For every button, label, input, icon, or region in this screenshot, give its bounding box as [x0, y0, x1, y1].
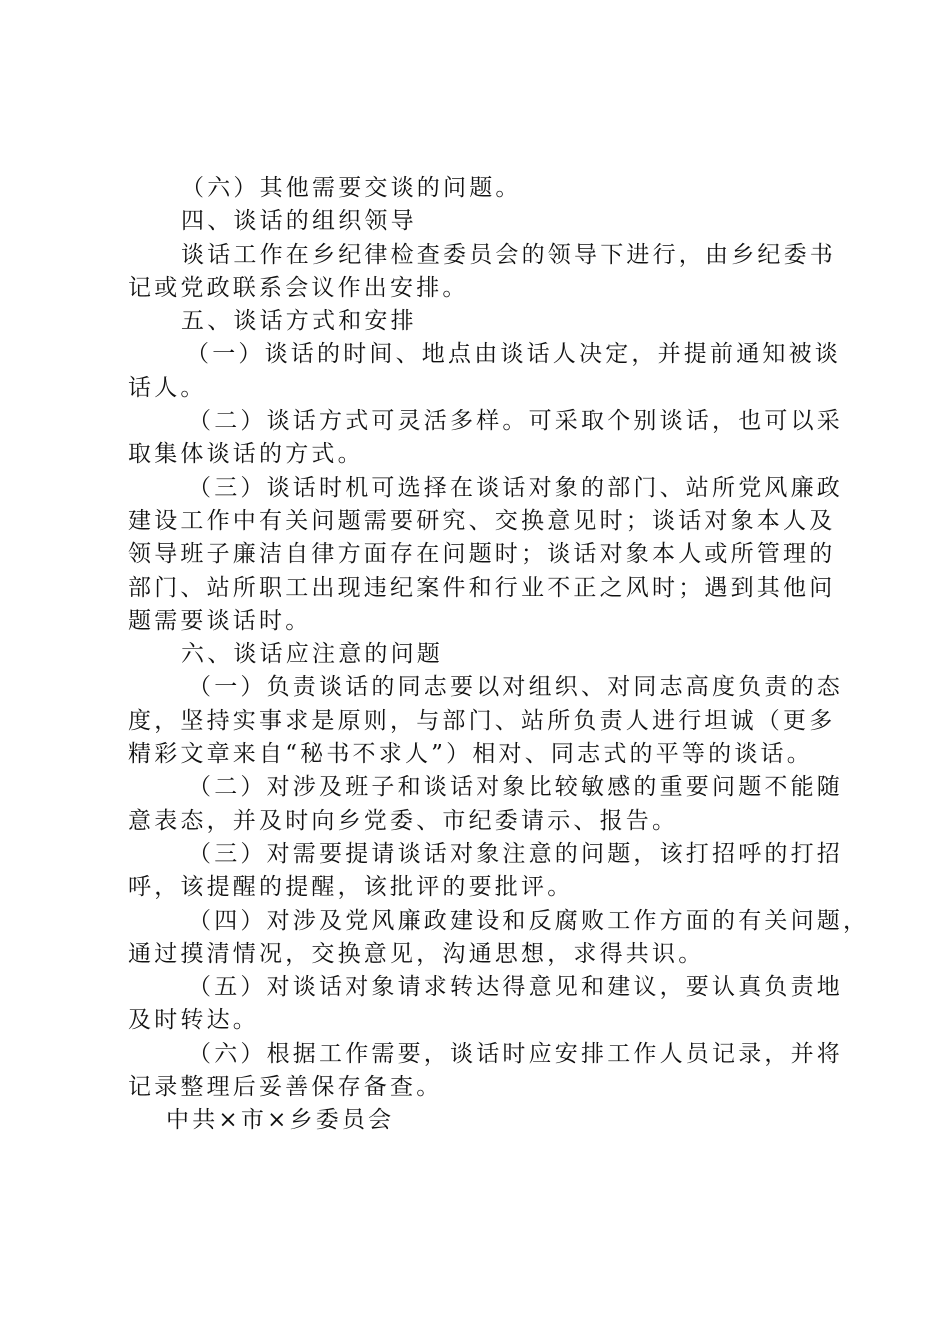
paragraph-line: （五）对谈话对象请求转达得意见和建议，要认真负责地: [188, 974, 843, 1001]
paragraph-line: 精彩文章来自“秘书不求人”）相对、同志式的平等的谈话。: [128, 741, 813, 768]
paragraph-line: （一）负责谈话的同志要以对组织、对同志高度负责的态: [188, 674, 843, 701]
paragraph-line: 取集体谈话的方式。: [128, 441, 364, 468]
paragraph-line: 呼，该提醒的提醒，该批评的要批评。: [128, 874, 574, 901]
paragraph-line: （三）对需要提请谈话对象注意的问题，该打招呼的打招: [188, 840, 843, 867]
paragraph-line: 建设工作中有关问题需要研究、交换意见时；谈话对象本人及: [128, 507, 836, 534]
paragraph-line: 谈话工作在乡纪律检查委员会的领导下进行，由乡纪委书: [181, 241, 836, 268]
paragraph-line: （二）对涉及班子和谈话对象比较敏感的重要问题不能随: [188, 774, 843, 801]
paragraph-line: 记录整理后妥善保存备查。: [128, 1074, 443, 1101]
paragraph-line: （二）谈话方式可灵活多样。可采取个别谈话，也可以采: [188, 408, 843, 435]
paragraph-line: （四）对涉及党风廉政建设和反腐败工作方面的有关问题，: [188, 907, 870, 934]
paragraph-line: 部门、站所职工出现违纪案件和行业不正之风时；遇到其他问: [128, 574, 836, 601]
section-5-heading: 五、谈话方式和安排: [181, 308, 417, 335]
section-4-heading: 四、谈话的组织领导: [181, 208, 417, 235]
paragraph-line: 领导班子廉洁自律方面存在问题时；谈话对象本人或所管理的: [128, 541, 836, 568]
document-body: [128, 172, 870, 1138]
paragraph-line: 话人。: [128, 374, 207, 401]
paragraph-line: 及时转达。: [128, 1007, 259, 1034]
item-6-line: （六）其他需要交谈的问题。: [181, 175, 522, 201]
paragraph-line: （三）谈话时机可选择在谈话对象的部门、站所党风廉政: [188, 474, 843, 501]
paragraph-line: 题需要谈话时。: [128, 607, 312, 634]
paragraph-line: （一）谈话的时间、地点由谈话人决定，并提前通知被谈: [186, 341, 841, 368]
paragraph-line: 度，坚持实事求是原则，与部门、站所负责人进行坦诚（更多: [128, 707, 836, 734]
paragraph-line: 记或党政联系会议作出安排。: [128, 274, 469, 301]
paragraph-line: （六）根据工作需要，谈话时应安排工作人员记录，并将: [188, 1040, 843, 1067]
section-6-heading: 六、谈话应注意的问题: [181, 641, 443, 668]
paragraph-line: 意表态，并及时向乡党委、市纪委请示、报告。: [128, 807, 679, 834]
paragraph-line: 通过摸清情况，交换意见，沟通思想，求得共识。: [128, 940, 705, 967]
signature-line: 中共×市×乡委员会: [166, 1107, 395, 1134]
